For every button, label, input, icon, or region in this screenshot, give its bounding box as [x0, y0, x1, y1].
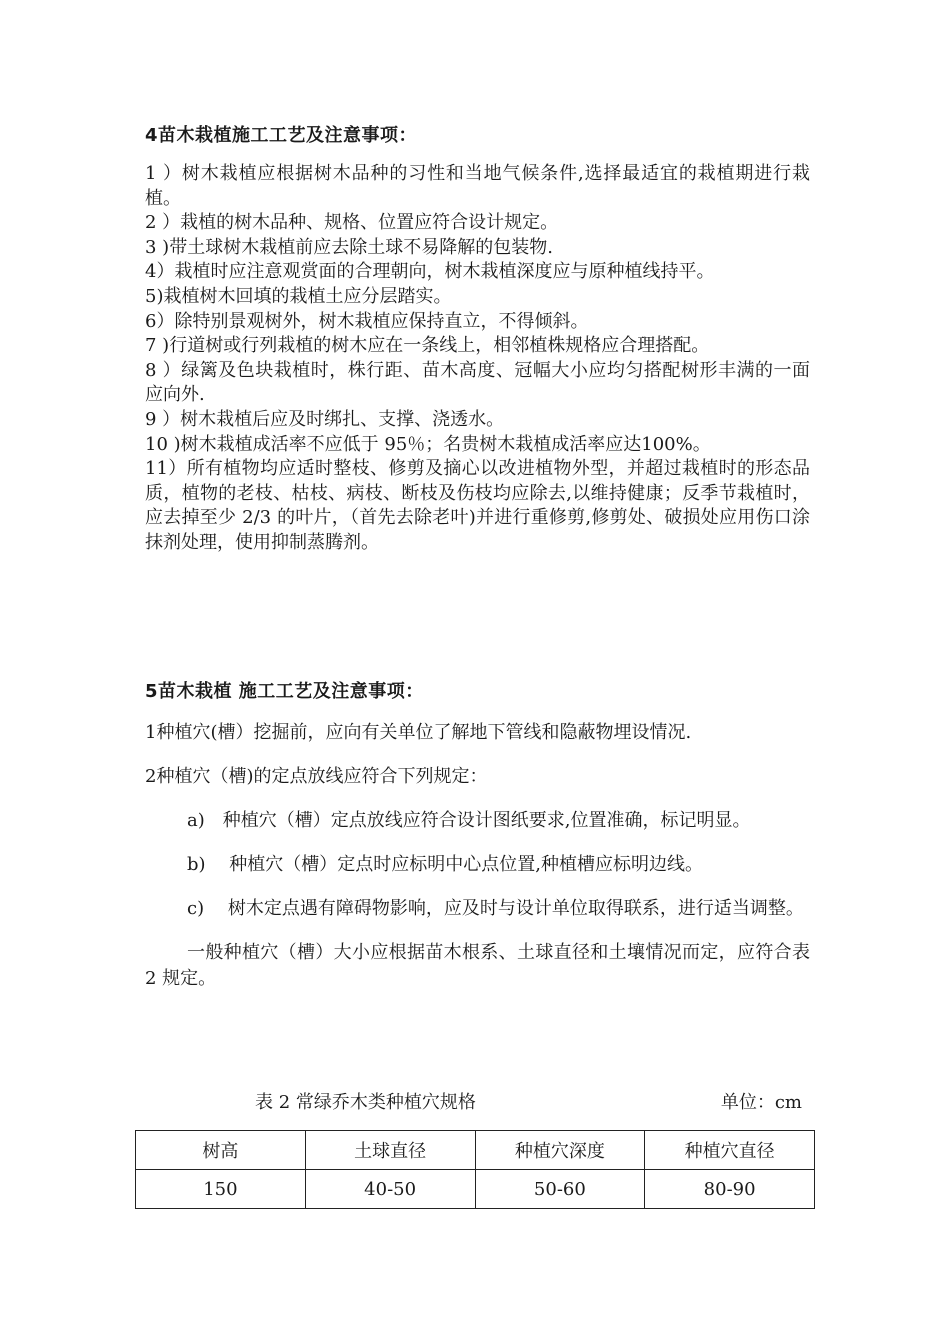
- paragraph-pit-size: 一般种植穴（槽）大小应根据苗木根系、土球直径和土壤情况而定，应符合表 2 规定。: [145, 942, 810, 989]
- table-cell: 40-50: [305, 1170, 475, 1209]
- list-item: 7 )行道树或行列栽植的树木应在一条线上，相邻植株规格应合理搭配。: [145, 335, 710, 357]
- rule-b: b) 种植穴（槽）定点时应标明中心点位置,种植槽应标明边线。: [187, 854, 703, 875]
- document-content: [145, 122, 810, 1113]
- list-item: 9 ）树木栽植后应及时绑扎、支撑、浇透水。: [145, 408, 505, 430]
- list-item: 5)栽植树木回填的栽植土应分层踏实。: [145, 285, 452, 307]
- list-item: 1 ）树木栽植应根据树木品种的习性和当地气候条件,选择最适宜的栽植期进行栽植。: [145, 163, 810, 209]
- section-4-heading: 4苗木栽植施工工艺及注意事项：: [145, 125, 418, 146]
- rule-c: c) 树木定点遇有障碍物影响，应及时与设计单位取得联系，进行适当调整。: [187, 898, 804, 919]
- table-unit: 单位：cm: [720, 1092, 802, 1113]
- rule-a: a) 种植穴（槽）定点放线应符合设计图纸要求,位置准确，标记明显。: [187, 810, 751, 831]
- table-cell: 150: [136, 1170, 306, 1209]
- paragraph-excavation: 1种植穴(槽）挖掘前，应向有关单位了解地下管线和隐蔽物埋设情况.: [145, 722, 692, 743]
- header-root-ball-diameter: 土球直径: [305, 1131, 475, 1170]
- header-pit-diameter: 种植穴直径: [645, 1131, 815, 1170]
- list-item: 3 )带土球树木栽植前应去除土球不易降解的包装物.: [145, 236, 553, 258]
- section-5: [145, 678, 810, 1010]
- header-pit-depth: 种植穴深度: [475, 1131, 645, 1170]
- table-title: 表 2 常绿乔木类种植穴规格: [255, 1092, 476, 1113]
- table-cell: 50-60: [475, 1170, 645, 1209]
- section-5-heading: 5苗木栽植 施工工艺及注意事项：: [145, 681, 424, 702]
- table-cell: 80-90: [645, 1170, 815, 1209]
- list-item: 8 ）绿篱及色块栽植时，株行距、苗木高度、冠幅大小应均匀搭配树形丰满的一面应向外.: [145, 359, 810, 406]
- list-item: 4）栽植时应注意观赏面的合理朝向，树木栽植深度应与原种植线持平。: [145, 261, 715, 283]
- table-header-row: [136, 1131, 815, 1170]
- list-item: 6）除特别景观树外，树木栽植应保持直立，不得倾斜。: [145, 310, 589, 332]
- header-tree-height: 树高: [136, 1131, 306, 1170]
- list-item: 2 ）栽植的树木品种、规格、位置应符合设计规定。: [145, 212, 559, 234]
- table-row: [136, 1170, 815, 1209]
- paragraph-staking-rules: 2种植穴（槽)的定点放线应符合下列规定：: [145, 766, 488, 787]
- section-4-list: [145, 162, 810, 556]
- list-item: 10 )树木栽植成活率不应低于 95％；名贵树木栽植成活率应达100%。: [145, 433, 711, 455]
- planting-pit-spec-table: [135, 1130, 815, 1209]
- list-item: 11）所有植物均应适时整枝、修剪及摘心以改进植物外型，并超过栽植时的形态品质，植物的老枝、枯枝、病枝、断枝及伤枝均应除去,以维持健康；反季节栽植时，应去掉至少 2/3 的叶片，（首先去除老叶)并进行重修剪,修剪处、破损处应用伤口涂抹剂处理，使用抑制蒸腾剂。: [145, 458, 810, 553]
